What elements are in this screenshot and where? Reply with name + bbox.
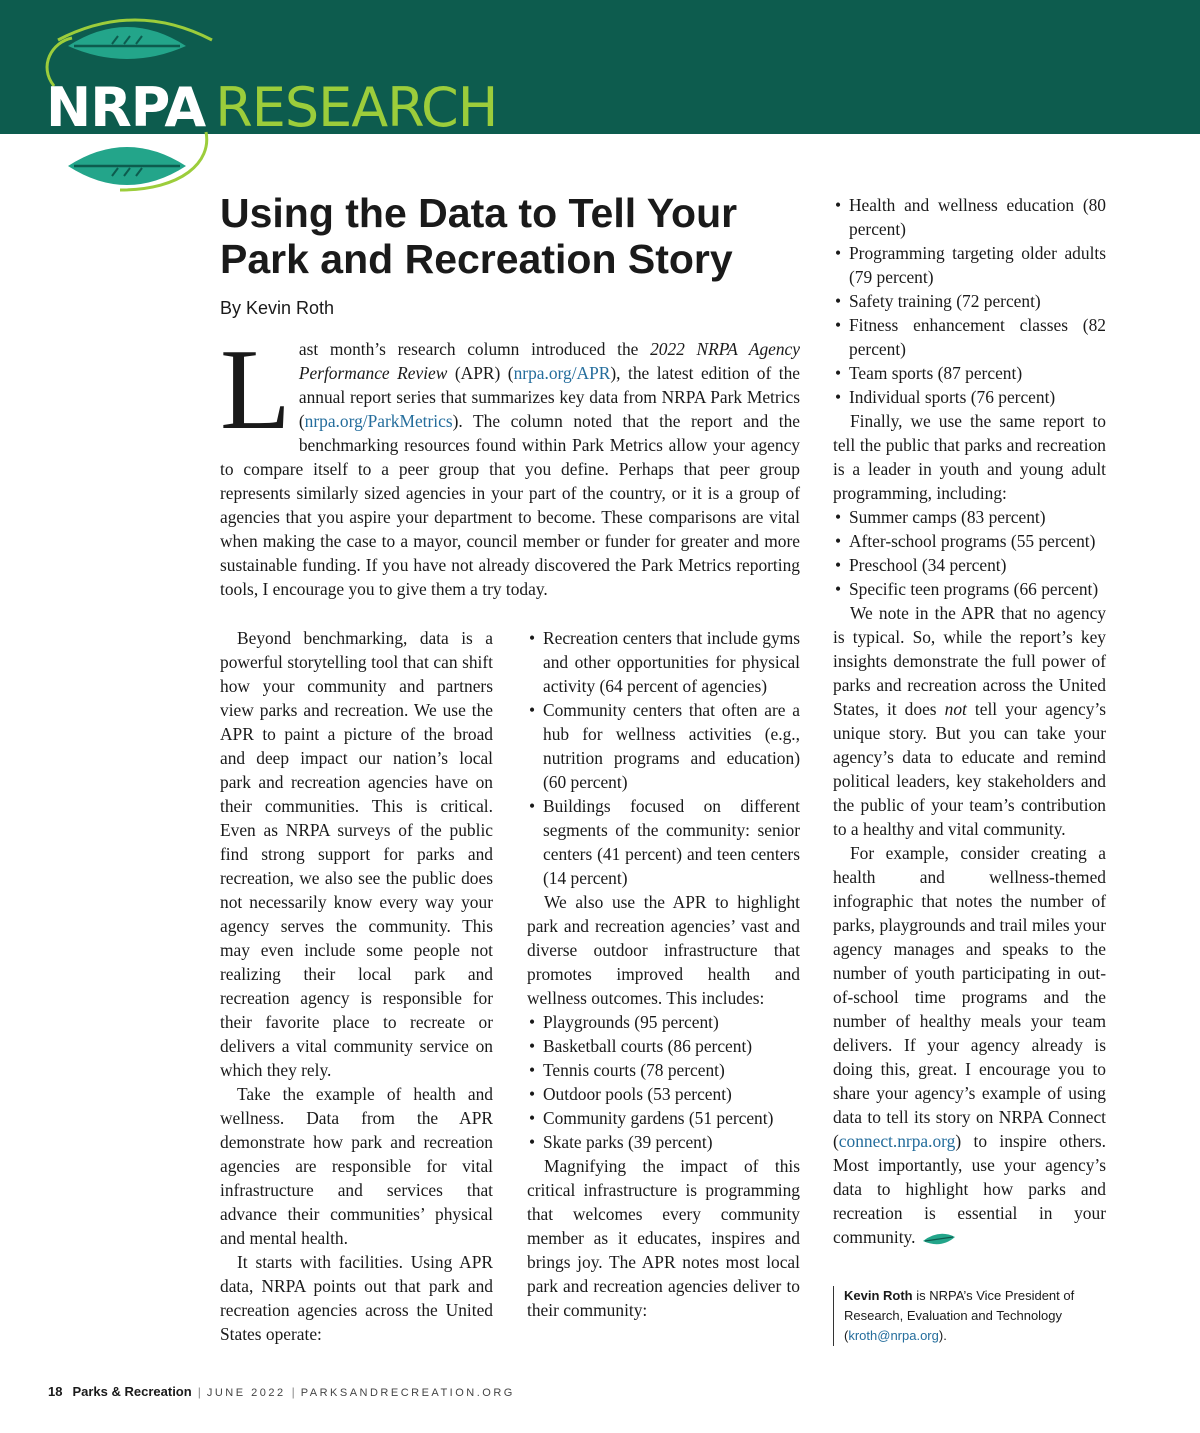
brand-primary: NRPA	[46, 76, 206, 139]
drop-cap: L	[220, 326, 291, 454]
list-item: • Recreation centers that include gyms and other opportunities for physical activity (64 percent of agencies)	[527, 626, 800, 698]
paragraph: Take the example of health and wellness. Data from the APR demonstrate how park and recreation agencies are responsible for vital infrastructure and services that advance their communities’ physical and mental health.	[220, 1084, 493, 1248]
intro-text: ), the latest edition of the annual report series that summarizes key data from NRPA Park Metrics (	[298, 363, 801, 431]
list-item: • Buildings focused on different segments of the community: senior centers (41 percent) and teen centers (14 percent)	[527, 794, 800, 890]
list-item: • Community centers that often are a hub for wellness activities (e.g., nutrition programs and education) (60 percent)	[527, 698, 800, 794]
issue-date: JUNE 2022	[206, 1387, 286, 1399]
list-item: • Individual sports (76 percent)	[833, 385, 1106, 409]
paragraph-text: tell your agency’s unique story. But you can take your agency’s data to educate and remind political leaders, key stakeholders and the public of your team’s contribution to a healthy and vital community.	[833, 699, 1106, 839]
page-number: 18	[48, 1384, 63, 1399]
column-2	[527, 626, 800, 1322]
publication-title: 2022 NRPA Agency Performance Review	[298, 339, 800, 383]
paragraph: We also use the APR to highlight park and recreation agencies’ vast and diverse outdoor infrastructure that promotes improved health and wellness outcomes. This includes:	[527, 892, 800, 1008]
author-email-link[interactable]: kroth@nrpa.org	[848, 1328, 939, 1343]
list-item: • Safety training (72 percent)	[833, 289, 1106, 313]
park-metrics-link[interactable]: nrpa.org/ParkMetrics	[304, 411, 453, 431]
outdoor-infrastructure-list	[527, 1010, 800, 1154]
bio-text: is NRPA’s Vice President of Research, Evaluation and Technology (	[844, 1288, 1075, 1343]
paragraph	[833, 601, 1106, 841]
youth-programs-list	[833, 505, 1106, 601]
leaf-end-icon	[921, 1231, 957, 1247]
footer-separator: |	[197, 1385, 201, 1399]
intro-text: (APR) (	[447, 363, 514, 383]
brand-secondary: RESEARCH	[215, 76, 498, 139]
author-bio	[833, 1286, 1109, 1346]
emphasis: not	[944, 699, 967, 719]
paragraph-text: For example, consider creating a health and wellness-themed infographic that notes the number of parks, playgrounds and trail miles your agency manages and speaks to the number of youth participating in out-of-school time programs and the number of healthy meals your team delivers. If your agency already is doing this, great. I encourage you to share your agency’s example of using data to tell its story on NRPA Connect (	[833, 843, 1106, 1151]
page-footer	[48, 1383, 515, 1402]
byline: By Kevin Roth	[220, 298, 335, 318]
facilities-list	[527, 626, 800, 890]
list-item: • Team sports (87 percent)	[833, 361, 1106, 385]
article-title: Using the Data to Tell Your Park and Recreation Story	[220, 190, 738, 282]
intro-paragraph	[220, 326, 801, 601]
list-item: • Programming targeting older adults (79 percent)	[833, 241, 1106, 289]
column-3	[833, 193, 1106, 1249]
list-item: • Outdoor pools (53 percent)	[527, 1082, 800, 1106]
list-item: • After-school programs (55 percent)	[833, 529, 1106, 553]
paragraph	[833, 841, 1106, 1249]
author-name: Kevin Roth	[844, 1288, 913, 1303]
paragraph-text: ) to inspire others. Most importantly, use your agency’s data to highlight how parks and recreation is essential in your community.	[833, 1131, 1106, 1247]
footer-separator: |	[291, 1385, 295, 1399]
bio-text: ).	[938, 1328, 947, 1343]
apr-link[interactable]: nrpa.org/APR	[513, 363, 611, 383]
paragraph: Finally, we use the same report to tell the public that parks and recreation is a leader in youth and young adult programming, including:	[833, 411, 1106, 503]
column-1	[220, 626, 493, 1346]
list-item: • Tennis courts (78 percent)	[527, 1058, 800, 1082]
list-item: • Playgrounds (95 percent)	[527, 1010, 800, 1034]
list-item: • Fitness enhancement classes (82 percent)	[833, 313, 1106, 361]
website: PARKSANDRECREATION.ORG	[300, 1387, 515, 1399]
list-item: • Specific teen programs (66 percent)	[833, 577, 1106, 601]
list-item: • Health and wellness education (80 percent)	[833, 193, 1106, 241]
list-item: • Skate parks (39 percent)	[527, 1130, 800, 1154]
brand-wordmark	[46, 76, 497, 140]
list-item: • Summer camps (83 percent)	[833, 505, 1106, 529]
list-item: • Community gardens (51 percent)	[527, 1106, 800, 1130]
list-item: • Basketball courts (86 percent)	[527, 1034, 800, 1058]
paragraph-text: We note in the APR that no agency is typical. So, while the report’s key insights demonstrate the full power of parks and recreation across the United States, it does	[833, 603, 1106, 719]
programs-list	[833, 193, 1106, 409]
paragraph: Beyond benchmarking, data is a powerful storytelling tool that can shift how your community and partners view parks and recreation. We use the APR to paint a picture of the broad and deep impact our nation’s local park and recreation agencies have on their communities. This is critical. Even as NRPA surveys of the public find strong support for parks and recreation, we also see the public does not necessarily know every way your agency serves the community. This may even include some people not realizing their local park and recreation agency is responsible for their favorite place to recreate or delivers a vital community service on which they rely.	[220, 628, 493, 1080]
intro-text: ast month’s research column introduced the	[298, 339, 651, 359]
magazine-name: Parks & Recreation	[72, 1384, 192, 1399]
list-item: • Preschool (34 percent)	[833, 553, 1106, 577]
nrpa-connect-link[interactable]: connect.nrpa.org	[838, 1131, 956, 1151]
intro-text: ). The column noted that the report and the benchmarking resources found within Park Metrics allow your agency to compare itself to a peer group that you define. Perhaps that peer group represents similarly sized agencies in your part of the country, or it is a group of agencies that you aspire your department to become. These comparisons are vital when making the case to a mayor, council member or funder for greater and more sustainable funding. If you have not already discovered the Park Metrics reporting tools, I encourage you to give them a try today.	[220, 411, 800, 599]
paragraph: Magnifying the impact of this critical infrastructure is programming that welcomes every community member as it educates, inspires and brings joy. The APR notes most local park and recreation agencies deliver to their community:	[527, 1156, 800, 1320]
paragraph: It starts with facilities. Using APR data, NRPA points out that park and recreation agencies across the United States operate:	[220, 1252, 493, 1344]
